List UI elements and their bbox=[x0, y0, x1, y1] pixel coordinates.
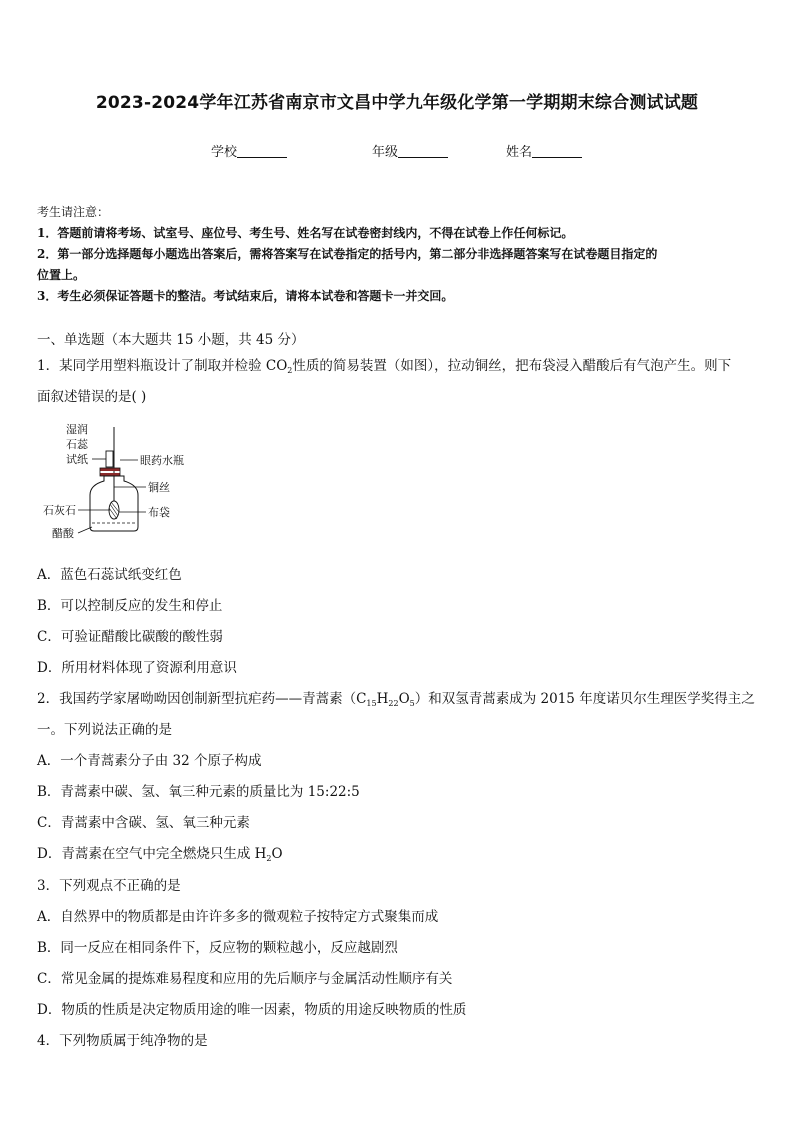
q2-option-d bbox=[37, 842, 283, 862]
q1-stem-line1 bbox=[37, 354, 731, 374]
q3-stem: 3．下列观点不正确的是 bbox=[37, 878, 181, 894]
label-limestone: 石灰石 bbox=[43, 504, 76, 517]
q2-option-d-o: O bbox=[271, 846, 283, 862]
q2-option-a: A．一个青蒿素分子由 32 个原子构成 bbox=[37, 753, 262, 769]
q1-text-a: 1．某同学用塑料瓶设计了制取并检验 CO bbox=[37, 358, 288, 374]
notice-item-1: 1．答题前请将考场、试室号、座位号、考生号、姓名写在试卷密封线内，不得在试卷上作任何标记。 bbox=[37, 226, 574, 240]
q3-option-a: A．自然界中的物质都是由许许多多的微观粒子按特定方式聚集而成 bbox=[37, 909, 439, 925]
q1-text-b: 性质的简易装置（如图），拉动铜丝，把布袋浸入醋酸后有气泡产生。则下 bbox=[292, 358, 732, 374]
q2-o-symbol: O bbox=[398, 691, 410, 707]
q1-stem-line2: 面叙述错误的是( ) bbox=[37, 389, 147, 405]
name-blank[interactable] bbox=[532, 144, 582, 158]
q1-option-b: B．可以控制反应的发生和停止 bbox=[37, 598, 223, 614]
grade-blank[interactable] bbox=[398, 144, 448, 158]
school-blank[interactable] bbox=[237, 144, 287, 158]
q2-o-subscript: 5 bbox=[409, 699, 415, 708]
label-paper: 试纸 bbox=[66, 453, 88, 466]
cap-band-1 bbox=[100, 468, 120, 471]
litmus-paper bbox=[106, 451, 113, 467]
notice-item-2: 2．第一部分选择题每小题选出答案后，需将答案写在试卷指定的括号内，第二部分非选择题答案写在试卷题目指定的 bbox=[37, 247, 658, 261]
q3-option-b: B．同一反应在相同条件下，反应物的颗粒越小，反应越剧烈 bbox=[37, 940, 398, 956]
name-label: 姓名 bbox=[506, 145, 533, 160]
exam-title: 2023-2024学年江苏省南京市文昌中学九年级化学第一学期期末综合测试试题 bbox=[95, 93, 699, 113]
label-wet: 湿润 bbox=[66, 423, 88, 436]
name-field bbox=[506, 141, 582, 160]
label-dropper: 眼药水瓶 bbox=[140, 454, 184, 467]
notice-item-2-cont: 位置上。 bbox=[37, 268, 86, 282]
school-field bbox=[211, 141, 287, 160]
q3-option-d: D．物质的性质是决定物质用途的唯一因素，物质的用途反映物质的性质 bbox=[37, 1002, 467, 1018]
q2-stem-line1 bbox=[37, 687, 755, 707]
q1-option-c: C．可验证醋酸比碳酸的酸性弱 bbox=[37, 629, 223, 645]
label-wire: 铜丝 bbox=[148, 481, 170, 494]
q3-option-c: C．常见金属的提炼难易程度和应用的先后顺序与金属活动性顺序有关 bbox=[37, 971, 453, 987]
q2-c-subscript: 15 bbox=[366, 699, 377, 708]
q1-co2-subscript: 2 bbox=[287, 366, 293, 375]
q2-option-c: C．青蒿素中含碳、氢、氧三种元素 bbox=[37, 815, 250, 831]
label-litmus: 石蕊 bbox=[66, 438, 88, 451]
label-acid: 醋酸 bbox=[52, 527, 74, 540]
q2-stem-line2: 一。下列说法正确的是 bbox=[37, 722, 172, 738]
q2-h-subscript: 22 bbox=[388, 699, 399, 708]
leader-acid bbox=[78, 527, 92, 533]
q2-text-a: 2．我国药学家屠呦呦因创制新型抗疟药——青蒿素（C bbox=[37, 691, 367, 707]
q2-option-d-text: D．青蒿素在空气中完全燃烧只生成 H bbox=[37, 846, 267, 862]
q2-h-symbol: H bbox=[376, 691, 389, 707]
grade-label: 年级 bbox=[372, 145, 399, 160]
school-label: 学校 bbox=[211, 145, 238, 160]
section-heading: 一、单选题（本大题共 15 小题，共 45 分） bbox=[37, 332, 305, 348]
q2-option-d-subscript: 2 bbox=[266, 854, 272, 863]
q1-option-a: A．蓝色石蕊试纸变红色 bbox=[37, 567, 182, 583]
q2-option-b: B．青蒿素中碳、氢、氧三种元素的质量比为 15:22:5 bbox=[37, 784, 360, 800]
notice-item-3: 3．考生必须保证答题卡的整洁。考试结束后，请将本试卷和答题卡一并交回。 bbox=[37, 289, 454, 303]
q4-stem: 4．下列物质属于纯净物的是 bbox=[37, 1033, 208, 1049]
notice-heading: 考生请注意： bbox=[37, 205, 110, 219]
q2-text-b: ）和双氢青蒿素成为 2015 年度诺贝尔生理医学奖得主之 bbox=[414, 691, 755, 707]
apparatus-figure bbox=[30, 415, 210, 545]
label-bag: 布袋 bbox=[148, 506, 170, 519]
grade-field bbox=[372, 141, 448, 160]
q1-option-d: D．所用材料体现了资源利用意识 bbox=[37, 660, 237, 676]
